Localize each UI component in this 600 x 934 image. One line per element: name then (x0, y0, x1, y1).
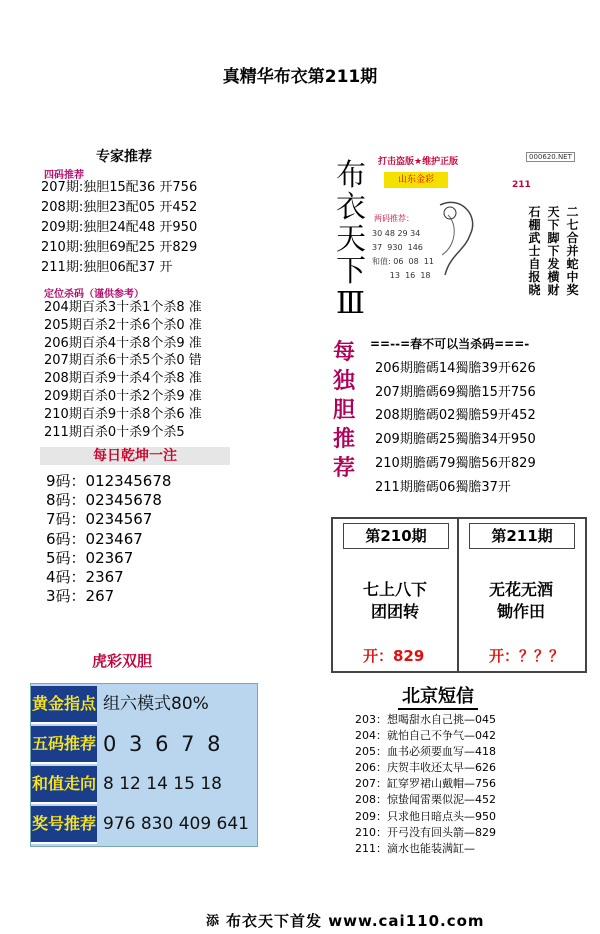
poem-col-3: 石棚武士自报晓 (528, 205, 541, 297)
section2-label: 定位杀码（谨供参考） (44, 289, 144, 300)
daily-code-list (46, 472, 171, 606)
list-item: 208期膽碼02獨膽59开452 (375, 408, 536, 424)
sub-head: 打击盗版★维护正版 (378, 157, 459, 167)
list-item: 210：开弓没有回头箭—829 (355, 825, 496, 839)
beijing-title: 北京短信 (398, 682, 478, 710)
list-item: 205：血书必须要血写—418 (355, 745, 496, 759)
row-label: 奖号推荐 (31, 806, 97, 844)
row-value: 976 830 409 641 (103, 814, 250, 834)
footer: 布衣天下首发 www.cai110.com (226, 912, 485, 930)
list-item: 208期百杀9十杀4个杀8 准 (44, 371, 202, 387)
tiger-table (30, 683, 258, 847)
list-item: 5码：02367 (46, 548, 134, 567)
list-item: 8码：02345678 (46, 491, 162, 510)
box-211 (459, 519, 585, 671)
list-item: 211：滴水也能装满缸— (355, 841, 475, 855)
box-line: 团团转 (370, 602, 419, 621)
issue-tag: 211 (512, 180, 531, 190)
badge: 山东金彩 (384, 172, 448, 188)
list-item: 209：只求他日暗点头—950 (355, 809, 496, 823)
row-label: 黄金指点 (31, 686, 97, 724)
box-poem (459, 579, 583, 623)
table-row (31, 686, 257, 724)
list-item: 209期膽碼25獨膽34开950 (375, 432, 536, 448)
row-value: 组六模式80% (103, 694, 209, 714)
list-item: 204期百杀3十杀1个杀8 准 (44, 300, 202, 315)
side-title: 每独胆推荐 (333, 340, 356, 481)
table-row (31, 766, 257, 804)
expert-title: 专家推荐 (96, 149, 152, 165)
box-line: 七上八下 (362, 580, 427, 599)
list-item: 210期膽碼79獨膽56开829 (375, 455, 536, 471)
box-head: 第210期 (343, 523, 449, 549)
right-list (375, 357, 536, 499)
box-result: 开：？？？ (489, 647, 565, 665)
list-item: 210期:独胆69配25 开829 (41, 240, 198, 255)
brand-title: 布衣天下Ⅲ (336, 158, 366, 321)
table-row (31, 806, 257, 844)
list-item: 3码：267 (46, 587, 115, 606)
footer-prefix: 添 (206, 914, 220, 929)
section1-label: 四码推荐 (44, 170, 84, 181)
daily-title: 每日乾坤一注 (40, 447, 230, 465)
list-item: 206期膽碼14獨膽39开626 (375, 361, 536, 376)
box-line: 无花无酒 (488, 580, 553, 599)
expert-list-2 (44, 299, 202, 441)
table-row (31, 726, 257, 764)
list-item: 210期百杀9十杀8个杀6 准 (44, 406, 202, 422)
issue-boxes (331, 517, 587, 673)
list-item: 209期:独胆24配48 开950 (41, 220, 198, 235)
list-item: 204：就怕自己不争气—042 (355, 729, 496, 743)
list-item: 207：缸穿罗裙山戴帽—756 (355, 777, 496, 791)
box-poem (333, 579, 457, 623)
list-item: 208：惊蛰闻雷栗似泥—452 (355, 793, 496, 807)
box-210 (333, 519, 459, 671)
list-item: 209期百杀0十杀2个杀9 准 (44, 388, 202, 404)
tiger-title: 虎彩双胆 (92, 652, 153, 670)
row-value: 8 12 14 15 18 (103, 774, 222, 794)
list-item: 203：想喝甜水自己挑—045 (355, 713, 496, 726)
row-label: 五码推荐 (31, 726, 97, 764)
list-item: 206：庆贺丰收还太早—626 (355, 761, 496, 775)
list-item: 207期膽碼69獨膽15开756 (375, 384, 536, 400)
row-label: 和值走向 (31, 766, 97, 804)
list-item: 206期百杀4十杀8个杀9 准 (44, 335, 202, 351)
list-item: 207期:独胆15配36 开756 (41, 180, 198, 195)
list-item: 211期膽碼06獨膽37开 (375, 479, 511, 495)
list-item: 6码：023467 (46, 529, 143, 548)
figure-illustration-icon (430, 195, 490, 285)
list-item: 207期百杀6十杀5个杀0 错 (44, 353, 202, 369)
poem-col-1: 二七合并蛇中奖 (566, 205, 579, 297)
box-line: 锄作田 (496, 602, 545, 621)
poem-col-2: 天下脚下发横财 (547, 205, 560, 297)
expert-list-1 (41, 178, 197, 278)
right-head: ==--=春不可以当杀码===- (370, 337, 530, 351)
magazine-url: 000620.NET (526, 152, 575, 162)
box-result: 开：829 (363, 647, 425, 665)
list-item: 208期:独胆23配05 开452 (41, 200, 198, 215)
list-item: 211期:独胆06配37 开 (41, 260, 173, 275)
box-head: 第211期 (469, 523, 575, 549)
beijing-list (355, 712, 496, 857)
list-item: 4码：2367 (46, 568, 124, 587)
list-item: 7码：0234567 (46, 510, 153, 529)
phone-numbers: 30 48 29 34 37 930 146 和值: 06 08 11 13 16 18 (372, 229, 434, 280)
page-title: 真精华布衣第211期 (222, 67, 378, 87)
row-value: 0 3 6 7 8 (103, 732, 224, 756)
list-item: 211期百杀0十杀9个杀5 (44, 424, 185, 440)
list-item: 205期百杀2十杀6个杀0 准 (44, 317, 202, 333)
list-item: 9码：012345678 (46, 472, 172, 490)
phone-label: 两码推荐： (374, 214, 414, 223)
